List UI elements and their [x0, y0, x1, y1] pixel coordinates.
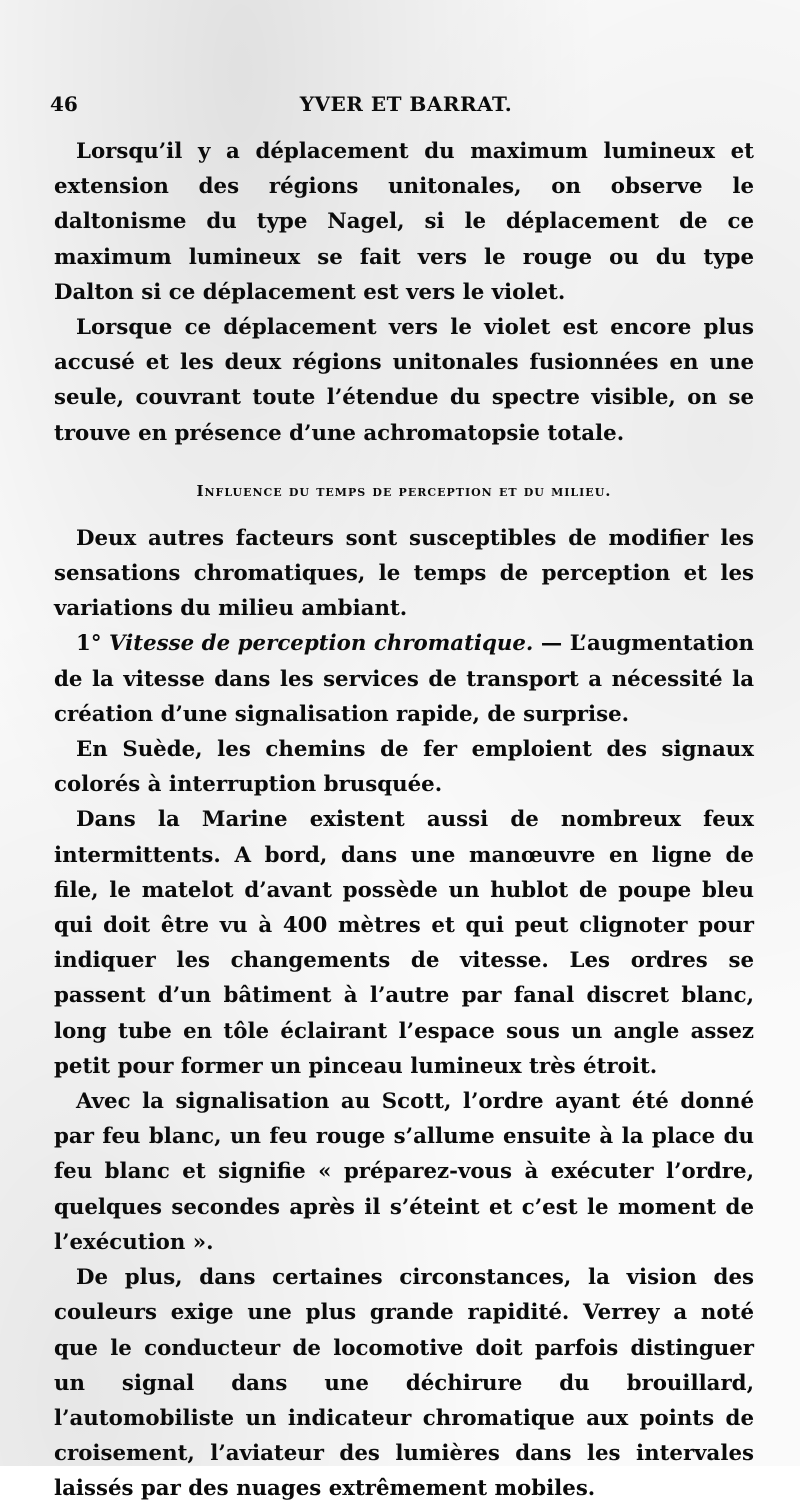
- page-number: 46: [50, 92, 78, 116]
- list-number: 1°: [76, 631, 102, 657]
- paragraph-vitesse-perception: [54, 626, 754, 732]
- page-header: [50, 92, 762, 122]
- paragraph-rapidite: De plus, dans certaines circonstances, la vision des couleurs exige une plus grande rapidité. Verrey a noté que le conducteur de locomotive doit parfois distinguer un signal dans une déchirure du brouillard, l’automobiliste un indicateur chromatique aux points de croisement, l’aviateur des lumières dans les intervales laissés par des nuages extrêmement mobiles.: [54, 1265, 754, 1502]
- page-body: [54, 134, 754, 1507]
- paragraph-scott: Avec la signalisation au Scott, l’ordre ayant été donné par feu blanc, un feu rouge s’allume ensuite à la place du feu blanc et signifie « préparez-vous à exécuter l’ordre, quelques secondes après il s’éteint et c’est le moment de l’exécution ».: [54, 1089, 754, 1255]
- paragraph-achromatopsie: Lorsque ce déplacement vers le violet est encore plus accusé et les deux régions unitonales fusionnées en une seule, couvrant toute l’étendue du spectre visible, on se trouve en présence d’une achromatopsie totale.: [54, 315, 754, 446]
- section-heading: Influence du temps de perception et du milieu.: [196, 481, 612, 500]
- running-title: YVER ET BARRAT.: [299, 92, 513, 116]
- paragraph-facteurs: Deux autres facteurs sont susceptibles de modifier les sensations chromatiques, le temps de perception et les variations du milieu ambiant.: [54, 525, 754, 622]
- paragraph-marine: Dans la Marine existent aussi de nombreux feux intermittents. A bord, dans une manœuvre en ligne de file, le matelot d’avant possède un hublot de poupe bleu qui doit être vu à 400 mètres et qui peut clignoter pour indiquer les changements de vitesse. Les ordres se passent d’un bâtiment à l’autre par fanal discret blanc, long tube en tôle éclairant l’espace sous un angle assez petit pour former un pinceau lumineux très étroit.: [54, 807, 754, 1079]
- paragraph-vitesse-text: — L’augmentation de la vitesse dans les services de transport a nécessité la création d’une signalisation rapide, de surprise.: [54, 631, 754, 727]
- paragraph-suede: En Suède, les chemins de fer emploient des signaux colorés à interruption brusquée.: [54, 737, 754, 798]
- subsection-title: Vitesse de perception chromatique.: [109, 631, 534, 657]
- paragraph-daltonisme: Lorsqu’il y a déplacement du maximum lumineux et extension des régions unitonales, on observe le daltonisme du type Nagel, si le déplacement de ce maximum lumineux se fait vers le rouge ou du type Dalton si ce déplacement est vers le violet.: [54, 139, 754, 305]
